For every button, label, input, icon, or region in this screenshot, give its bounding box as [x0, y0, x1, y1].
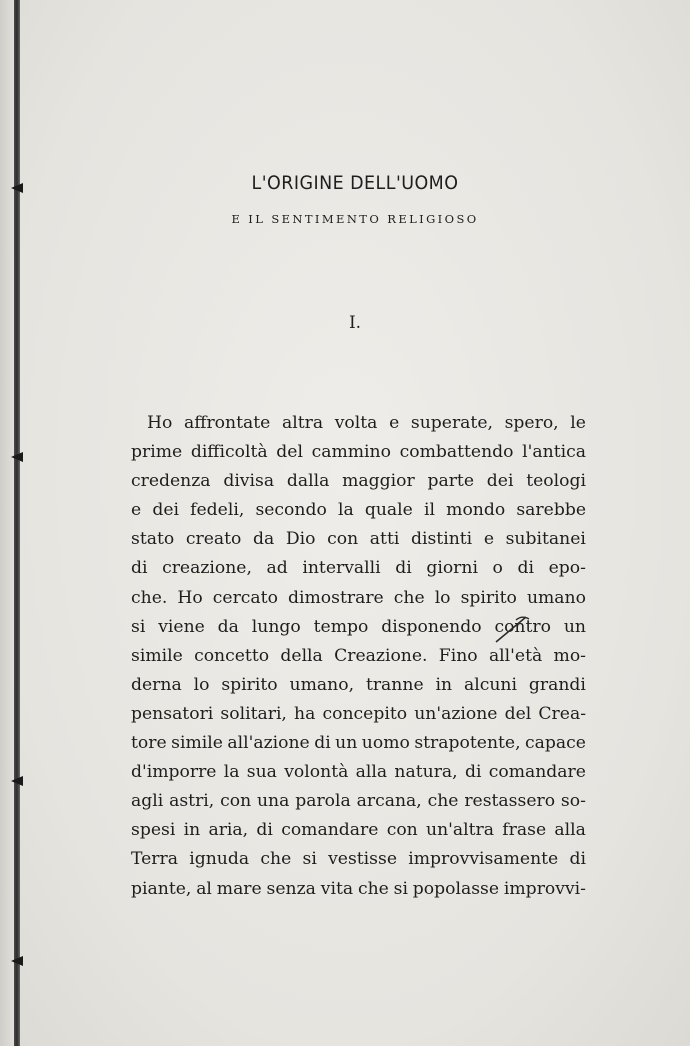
- text-line: [131, 496, 586, 525]
- word: mondo: [446, 500, 506, 521]
- word: affrontate: [183, 413, 271, 433]
- word: di: [131, 558, 148, 579]
- word: di: [464, 762, 482, 783]
- word: aria,: [208, 820, 249, 841]
- word: tore: [131, 733, 167, 754]
- word: parola: [295, 791, 351, 812]
- word: vita: [320, 878, 354, 899]
- text-line: [131, 642, 586, 671]
- word: dalla: [286, 471, 330, 492]
- word: frase: [502, 820, 547, 841]
- word: di: [395, 558, 412, 579]
- word: o: [492, 558, 503, 579]
- word: e: [483, 529, 494, 550]
- word: lo: [434, 587, 451, 608]
- word: ignuda: [189, 849, 250, 870]
- word: viene: [158, 616, 205, 637]
- word: da: [217, 616, 239, 637]
- word: Ho: [177, 587, 203, 608]
- word: all'azione: [227, 733, 310, 754]
- word: spesi: [131, 820, 176, 841]
- word: fedeli,: [190, 500, 245, 521]
- word: distinti: [410, 529, 473, 550]
- word: Fino: [438, 645, 478, 666]
- word: l'antica: [522, 442, 586, 463]
- word: natura,: [394, 762, 458, 783]
- word: creazione,: [162, 558, 252, 579]
- word: capace: [525, 733, 586, 754]
- chapter-subtitle: E IL SENTIMENTO RELIGIOSO: [231, 212, 479, 226]
- word: atti: [369, 529, 400, 550]
- word: che: [427, 791, 459, 812]
- word: agli: [131, 791, 164, 812]
- text-line: [131, 758, 586, 787]
- word: vestisse: [328, 849, 397, 870]
- text-line: [131, 409, 586, 438]
- word: con: [386, 820, 418, 841]
- word: altra: [281, 413, 324, 433]
- word: con: [220, 791, 252, 812]
- text-line: [131, 700, 586, 729]
- word: in: [435, 674, 453, 695]
- word: popolasse: [412, 878, 500, 899]
- word: teologi: [526, 471, 586, 492]
- word: senza: [266, 878, 316, 899]
- word: intervalli: [302, 558, 381, 579]
- text-line: [131, 845, 586, 874]
- word: del: [276, 442, 303, 463]
- word: della: [280, 645, 323, 666]
- word: creato: [185, 529, 242, 550]
- word: subitanei: [505, 529, 586, 550]
- word: spirito: [221, 674, 278, 695]
- word: mo-: [553, 645, 586, 666]
- word: di: [569, 849, 586, 870]
- word: pensatori: [131, 703, 214, 724]
- word: cercato: [212, 587, 278, 608]
- word: uomo: [361, 733, 410, 754]
- word: alla: [554, 820, 586, 841]
- word: si: [393, 878, 408, 899]
- word: lungo: [251, 616, 301, 637]
- word: comandare: [281, 820, 379, 841]
- word: so-: [560, 791, 586, 812]
- chapter-title: L'ORIGINE DELL'UOMO: [251, 172, 459, 194]
- word: simile: [131, 645, 183, 666]
- word: derna: [131, 674, 182, 695]
- word: spero,: [504, 413, 559, 433]
- word: che: [393, 587, 425, 608]
- word: una: [256, 791, 290, 812]
- word: con: [327, 529, 359, 550]
- word: contro: [494, 616, 551, 637]
- word: la: [337, 500, 354, 521]
- word: dimostrare: [287, 587, 384, 608]
- body-paragraph: [131, 409, 586, 904]
- text-line: [131, 816, 586, 845]
- word: si: [302, 849, 317, 870]
- word: astri,: [169, 791, 215, 812]
- word: il: [424, 500, 435, 521]
- word: volontà: [284, 762, 349, 783]
- word: spirito: [460, 587, 517, 608]
- text-line: [131, 584, 586, 613]
- word: combattendo: [399, 442, 514, 463]
- word: lo: [193, 674, 210, 695]
- word: difficoltà: [190, 442, 268, 463]
- word: giorni: [426, 558, 478, 579]
- binding-shadow: [0, 0, 14, 1046]
- word: tempo: [313, 616, 369, 637]
- word: di: [517, 558, 534, 579]
- word: quale: [364, 500, 413, 521]
- word: stato: [131, 529, 175, 550]
- word: secondo: [255, 500, 327, 521]
- word: del: [504, 703, 532, 724]
- word: improvvisamente: [408, 849, 559, 870]
- word: d'imporre: [131, 762, 217, 783]
- word: piante,: [131, 878, 192, 899]
- word: sarebbe: [516, 500, 586, 521]
- word: arcana,: [356, 791, 422, 812]
- text-line: [131, 467, 586, 496]
- word: che: [357, 878, 389, 899]
- word: credenza: [131, 471, 211, 492]
- word: un: [335, 733, 358, 754]
- text-line: [131, 729, 586, 758]
- word: un: [563, 616, 586, 637]
- word: le: [570, 413, 586, 433]
- word: parte: [427, 471, 475, 492]
- word: alcuni: [463, 674, 517, 695]
- word: improvvi-: [503, 878, 586, 899]
- word: si: [131, 616, 146, 637]
- word: comandare: [488, 762, 586, 783]
- word: un'azione: [414, 703, 498, 724]
- word: strapotente,: [414, 733, 521, 754]
- word: Ho: [147, 413, 173, 433]
- word: ad: [266, 558, 288, 579]
- text-line: [131, 875, 586, 904]
- word: tranne: [365, 674, 424, 695]
- word: disponendo: [381, 616, 482, 637]
- word: volta: [334, 413, 378, 433]
- word: che.: [131, 587, 168, 608]
- word: umano: [526, 587, 586, 608]
- word: che: [260, 849, 292, 870]
- word: solitari,: [220, 703, 287, 724]
- word: grandi: [528, 674, 586, 695]
- word: alla: [355, 762, 388, 783]
- word: sua: [246, 762, 277, 783]
- word: dei: [152, 500, 179, 521]
- text-line: [131, 671, 586, 700]
- word: al: [196, 878, 212, 899]
- text-line: [131, 787, 586, 816]
- word: maggior: [342, 471, 415, 492]
- text-line: [131, 525, 586, 554]
- word: Terra: [131, 849, 178, 870]
- word: e: [389, 413, 400, 433]
- text-line: [131, 554, 586, 583]
- word: mare: [216, 878, 262, 899]
- word: divisa: [223, 471, 275, 492]
- word: simile: [171, 733, 223, 754]
- word: prime: [131, 442, 183, 463]
- word: Crea-: [538, 703, 586, 724]
- word: restassero: [464, 791, 556, 812]
- word: Dio: [285, 529, 316, 550]
- word: di: [314, 733, 331, 754]
- word: di: [256, 820, 273, 841]
- text-line: [131, 438, 586, 467]
- section-number: I.: [348, 313, 362, 333]
- word: concetto: [194, 645, 270, 666]
- word: umano,: [289, 674, 355, 695]
- word: concepito: [322, 703, 408, 724]
- word: un'altra: [426, 820, 495, 841]
- word: cammino: [311, 442, 391, 463]
- word: in: [183, 820, 201, 841]
- word: epo-: [548, 558, 586, 579]
- book-binding: [14, 0, 20, 1046]
- pen-mark-icon: [492, 614, 532, 644]
- word: la: [223, 762, 240, 783]
- word: Creazione.: [334, 645, 428, 666]
- word: superate,: [410, 413, 493, 433]
- word: da: [253, 529, 275, 550]
- word: e: [131, 500, 142, 521]
- word: dei: [486, 471, 514, 492]
- word: ha: [294, 703, 316, 724]
- word: all'età: [488, 645, 543, 666]
